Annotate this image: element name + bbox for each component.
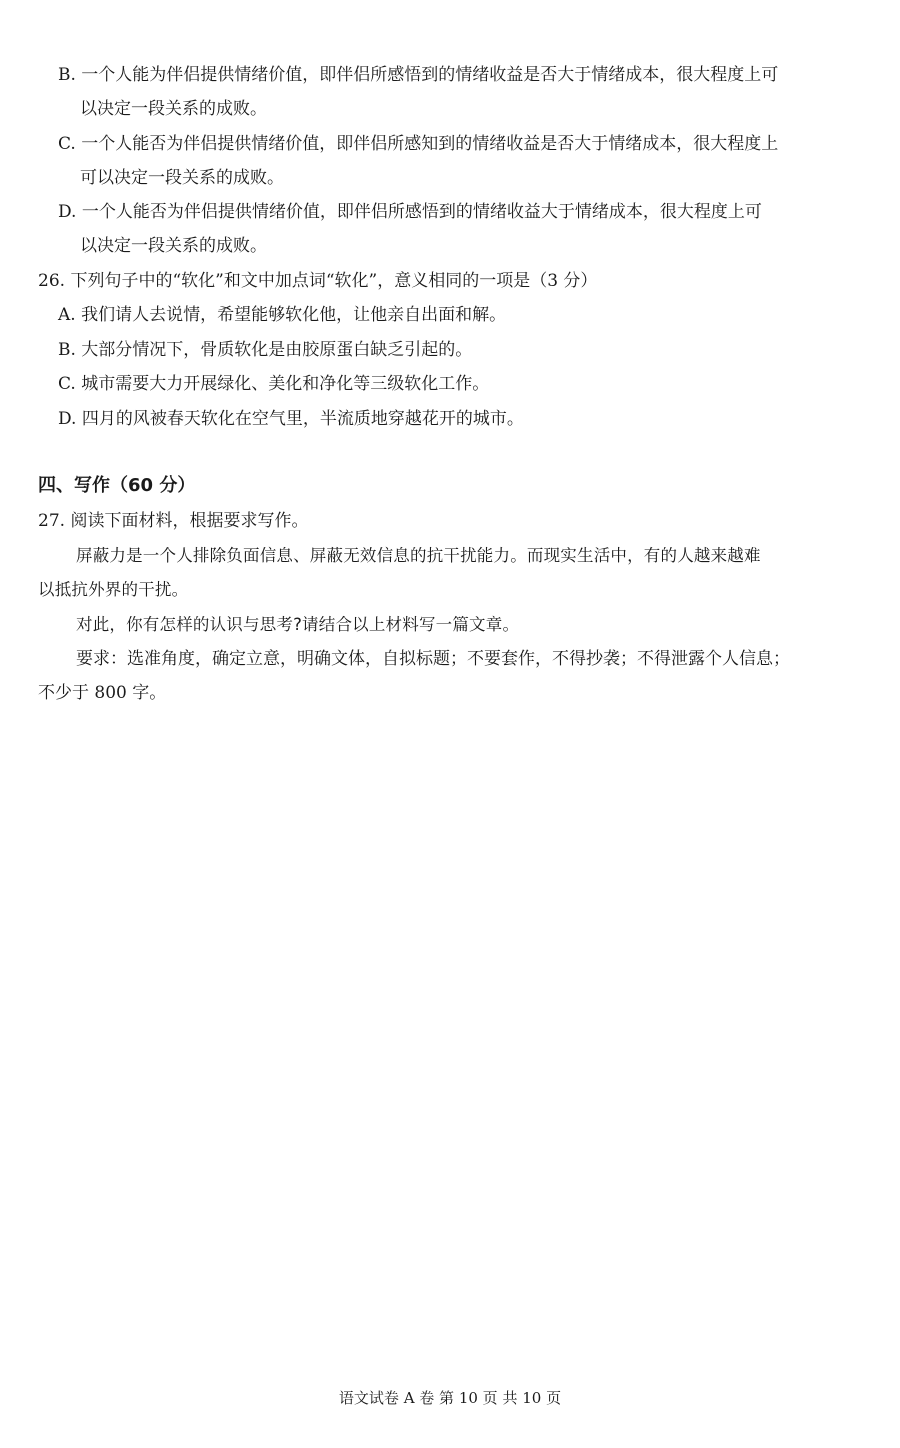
material-line1: 屏蔽力是一个人排除负面信息、屏蔽无效信息的抗干扰能力。而现实生活中，有的人越来越难: [76, 546, 761, 565]
q25-option-d-line1: D. 一个人能否为伴侣提供情绪价值，即伴侣所感悟到的情绪收益大于情绪成本，很大程度上可: [58, 202, 762, 222]
q26-option-c: C. 城市需要大力开展绿化、美化和净化等三级软化工作。: [58, 374, 490, 394]
q26-option-d: D. 四月的风被春天软化在空气里，半流质地穿越花开的城市。: [58, 409, 524, 429]
requirements-line1: 要求：选准角度，确定立意，明确文体，自拟标题；不要套作，不得抄袭；不得泄露个人信息；: [76, 649, 790, 669]
q26-option-a: A. 我们请人去说情，希望能够软化他，让他亲自出面和解。: [58, 305, 507, 325]
writing-prompt: 对此，你有怎样的认识与思考?请结合以上材料写一篇文章。: [76, 615, 520, 634]
page-footer: 语文试卷 A 卷 第 10 页 共 10 页: [338, 1389, 562, 1407]
q25-option-c-line1: C. 一个人能否为伴侣提供情绪价值，即伴侣所感知到的情绪收益是否大于情绪成本，很大程度上: [58, 134, 779, 154]
requirements-line2: 不少于 800 字。: [38, 683, 167, 703]
q26-option-b: B. 大部分情况下，骨质软化是由胶原蛋白缺乏引起的。: [58, 340, 473, 360]
q27-stem: 27. 阅读下面材料，根据要求写作。: [38, 511, 309, 531]
q26-stem: 26. 下列句子中的“软化”和文中加点词“软化”，意义相同的一项是（3 分）: [38, 271, 598, 291]
section-heading-writing: 四、写作（60 分）: [38, 475, 196, 496]
material-line2: 以抵抗外界的干扰。: [38, 580, 189, 599]
q25-option-b-line2: 以决定一段关系的成败。: [80, 99, 267, 119]
q25-option-d-line2: 以决定一段关系的成败。: [80, 236, 267, 256]
q25-option-b-line1: B. 一个人能为伴侣提供情绪价值，即伴侣所感悟到的情绪收益是否大于情绪成本，很大程度上可: [58, 65, 779, 85]
q25-option-c-line2: 可以决定一段关系的成败。: [80, 168, 284, 188]
